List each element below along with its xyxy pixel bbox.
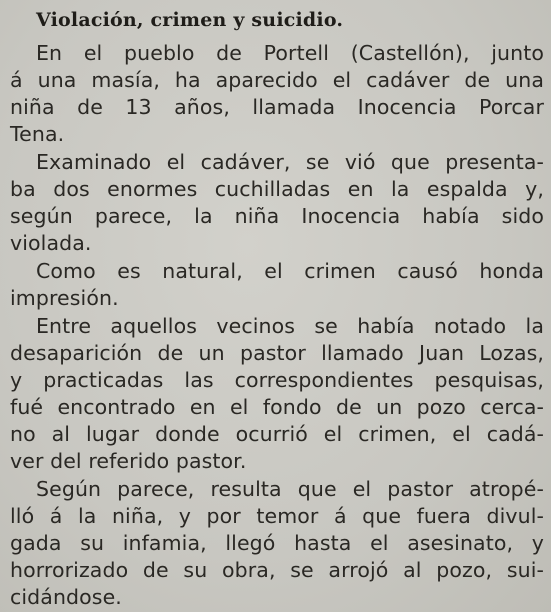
paragraph-4-line-1: Entre aquellos vecinos se había notado la	[36, 314, 544, 338]
paragraph-2-line-2: ba dos enormes cuchilladas en la espalda y,	[10, 177, 544, 201]
paragraph-5-line-3: gada su infamia, llegó hasta el asesinato, y	[10, 531, 544, 555]
article-headline: Violación, crimen y suicidio.	[36, 9, 344, 31]
paragraph-3-line-2: impresión.	[10, 286, 119, 310]
paragraph-4-line-6: ver del referido pastor.	[10, 449, 247, 473]
paragraph-5-line-1: Según parece, resulta que el pastor atropé-	[36, 477, 544, 501]
paragraph-4-line-4: fué encontrado en el fondo de un pozo cerca-	[10, 395, 544, 419]
paragraph-2-line-4: violada.	[10, 231, 92, 255]
paragraph-4-line-3: y practicadas las correspondientes pesquisas,	[10, 368, 544, 392]
paragraph-5-line-4: horrorizado de su obra, se arrojó al pozo, sui-	[10, 558, 544, 582]
paragraph-3-line-1: Como es natural, el crimen causó honda	[36, 259, 544, 283]
paragraph-1-line-2: á una masía, ha aparecido el cadáver de una	[10, 68, 544, 92]
paragraph-2-line-1: Examinado el cadáver, se vió que presenta-	[36, 150, 544, 174]
paragraph-1-line-4: Tena.	[10, 122, 65, 146]
paragraph-1-line-1: En el pueblo de Portell (Castellón), junto	[36, 41, 544, 65]
paragraph-2-line-3: según parece, la niña Inocencia había sido	[10, 204, 544, 228]
paragraph-5-line-5: cidándose.	[10, 585, 122, 609]
paragraph-4-line-2: desaparición de un pastor llamado Juan Lozas,	[10, 341, 544, 365]
paragraph-4-line-5: no al lugar donde ocurrió el crimen, el cadá-	[10, 422, 544, 446]
paragraph-1-line-3: niña de 13 años, llamada Inocencia Porcar	[10, 95, 544, 119]
paragraph-5-line-2: lló á la niña, y por temor á que fuera divul-	[10, 504, 544, 528]
